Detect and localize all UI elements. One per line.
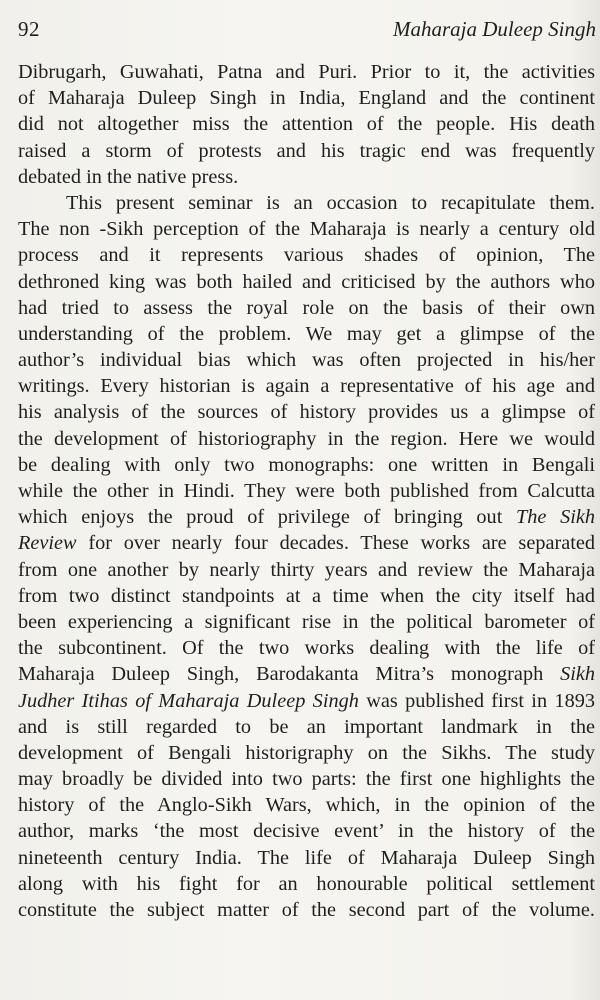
text-segment: while the other in Hindi. They were both published from Calcutta xyxy=(18,480,595,502)
text-segment: debated in the native press. xyxy=(18,165,239,188)
text-line xyxy=(18,478,595,504)
italic-title: Review xyxy=(18,532,77,555)
text-line xyxy=(18,530,595,556)
text-line xyxy=(18,85,595,111)
text-line xyxy=(18,138,595,164)
text-segment: did not altogether miss the attention of the people. His death xyxy=(18,113,595,136)
text-segment: writings. Every historian is again a representative of his age and xyxy=(18,375,595,398)
text-line xyxy=(18,452,595,478)
page-number: 92 xyxy=(18,17,40,41)
text-segment: The non -Sikh perception of the Maharaja is nearly a century old xyxy=(18,218,595,241)
text-segment: dethroned king was both hailed and criticised by the authors who xyxy=(18,270,595,293)
text-line xyxy=(18,399,595,425)
text-line xyxy=(18,504,595,530)
text-segment: development of Bengali historigraphy on the Sikhs. The study xyxy=(18,741,595,764)
text-line xyxy=(18,426,595,452)
text-line xyxy=(18,111,595,137)
body-text xyxy=(18,59,595,923)
text-line xyxy=(18,714,595,740)
text-segment: process and it represents various shades of opinion, The xyxy=(18,244,595,267)
text-segment: had tried to assess the royal role on the basis of their own xyxy=(18,296,595,319)
text-line xyxy=(18,557,595,583)
text-line xyxy=(18,609,595,635)
text-line xyxy=(18,871,595,897)
text-segment: This present seminar is an occasion to recapitulate them. xyxy=(66,191,595,214)
text-line xyxy=(18,766,595,792)
text-segment: may broadly be divided into two parts: the first one highlights the xyxy=(18,768,595,791)
text-line xyxy=(18,347,595,373)
text-segment: was published first in 1893 xyxy=(358,689,595,712)
text-line xyxy=(18,164,595,190)
text-segment: understanding of the problem. We may get a glimpse of the xyxy=(18,322,595,345)
text-line xyxy=(18,845,595,871)
text-line xyxy=(18,216,595,242)
text-segment: be dealing with only two monographs: one written in Bengali xyxy=(18,453,595,476)
text-line xyxy=(18,190,595,216)
text-line xyxy=(18,242,595,268)
text-segment: which enjoys the proud of privilege of bringing out xyxy=(18,506,516,529)
text-line xyxy=(18,688,595,714)
text-segment: nineteenth century India. The life of Maharaja Duleep Singh xyxy=(18,846,595,869)
text-segment: the subcontinent. Of the two works dealing with the life of xyxy=(18,637,595,660)
text-segment: the development of historiography in the region. Here we would xyxy=(18,427,595,450)
text-line xyxy=(18,635,595,661)
text-line xyxy=(18,269,595,295)
text-segment: Maharaja Duleep Singh, Barodakanta Mitra’s monograph xyxy=(18,663,561,686)
text-segment: raised a storm of protests and his tragic end was frequently xyxy=(18,139,595,162)
text-segment: Dibrugarh, Guwahati, Patna and Puri. Prior to it, the activities xyxy=(18,61,595,83)
text-segment: author’s individual bias which was often projected in his/her xyxy=(18,349,595,372)
text-line xyxy=(18,59,595,85)
text-segment: author, marks ‘the most decisive event’ in the history of the xyxy=(18,820,595,843)
text-segment: constitute the subject matter of the second part of the volume. xyxy=(18,899,595,921)
text-segment: been experiencing a significant rise in the political barometer of xyxy=(18,610,595,633)
text-line xyxy=(18,818,595,844)
text-line xyxy=(18,295,595,321)
italic-title: Judher Itihas of Maharaja Duleep Singh xyxy=(18,689,359,712)
text-segment: for over nearly four decades. These works are separated xyxy=(76,532,595,555)
italic-title: Sikh xyxy=(560,663,595,686)
page-header xyxy=(18,14,596,44)
text-line xyxy=(18,373,595,399)
italic-title: The Sikh xyxy=(516,506,595,529)
text-segment: history of the Anglo-Sikh Wars, which, in the opinion of the xyxy=(18,794,595,817)
text-line xyxy=(18,897,595,923)
text-line xyxy=(18,321,595,347)
text-line xyxy=(18,583,595,609)
running-head: Maharaja Duleep Singh xyxy=(393,17,596,41)
text-line xyxy=(18,661,595,687)
text-segment: along with his fight for an honourable political settlement xyxy=(18,872,595,895)
text-segment: from two distinct standpoints at a time when the city itself had xyxy=(18,584,595,607)
text-segment: from one another by nearly thirty years and review the Maharaja xyxy=(18,558,595,581)
text-segment: of Maharaja Duleep Singh in India, England and the continent xyxy=(18,87,595,110)
text-segment: his analysis of the sources of history provides us a glimpse of xyxy=(18,401,595,424)
text-segment: and is still regarded to be an important landmark in the xyxy=(18,715,595,738)
text-line xyxy=(18,792,595,818)
text-line xyxy=(18,740,595,766)
